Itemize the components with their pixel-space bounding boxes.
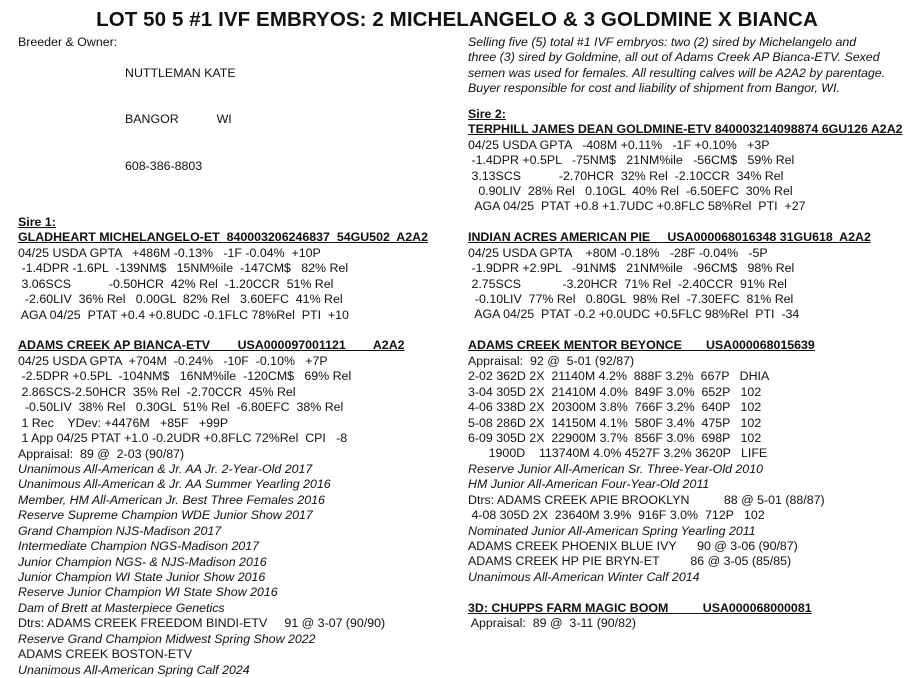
granddam-dtr3-honor: Unanimous All-American Winter Calf 2014 xyxy=(468,569,700,584)
granddam-dtr3: ADAMS CREEK HP PIE BRYN-ET 86 @ 3-05 (85/85) xyxy=(468,554,792,569)
sire1-line: -1.4DPR -1.6PL -139NM$ 15NM%ile -147CM$ 82% Rel xyxy=(18,261,349,276)
dam-name: ADAMS CREEK AP BIANCA-ETV USA000097001121 A2A2 xyxy=(18,338,405,353)
granddam-dtrs: Dtrs: ADAMS CREEK APIE BROOKLYN 88 @ 5-01 (88/87) xyxy=(468,492,825,507)
third-dam-appraisal: Appraisal: 89 @ 3-11 (90/82) xyxy=(468,616,637,631)
dam-line: 1 Rec YDev: +4476M +85F +99P xyxy=(18,415,229,430)
dam-line: 2.86SCS-2.50HCR 35% Rel -2.70CCR 45% Rel xyxy=(18,384,296,399)
dam-line: -0.50LIV 38% Rel 0.30GL 51% Rel -6.80EFC 38% Rel xyxy=(18,400,344,415)
granddam-dtr-record: 4-08 305D 2X 23640M 3.9% 916F 3.0% 712P 102 xyxy=(468,508,765,523)
dam-line: -2.5DPR +0.5PL -104NM$ 16NM%ile -120CM$ 69% Rel xyxy=(18,369,352,384)
dam-honor: Reserve Supreme Champion WDE Junior Show 2017 xyxy=(18,508,313,523)
granddam-record: 6-09 305D 2X 22900M 3.7% 856F 3.0% 698P 102 xyxy=(468,430,762,445)
dam-honor: Member, HM All-American Jr. Best Three Females 2016 xyxy=(18,492,325,507)
dam-dtr2-honor: Unanimous All-American Spring Calf 2024 xyxy=(18,662,250,677)
dam-appraisal: Appraisal: 89 @ 2-03 (90/87) xyxy=(18,446,185,461)
granddam-honor: HM Junior All-American Four-Year-Old 2011 xyxy=(468,477,710,492)
granddam-record: 4-06 338D 2X 20300M 3.8% 766F 3.2% 640P 102 xyxy=(468,400,762,415)
lot-description xyxy=(468,35,908,97)
dam-honor: Dam of Brett at Masterpiece Genetics xyxy=(18,600,225,615)
sire1-name: GLADHEART MICHELANGELO-ET 840003206246837 54GU502 A2A2 xyxy=(18,230,428,245)
granddam-record: 1900D 113740M 4.0% 4527F 3.2% 3620P LIFE xyxy=(468,446,768,461)
dam-dtr-honor: Reserve Grand Champion Midwest Spring Show 2022 xyxy=(18,631,316,646)
intro-line: Selling five (5) total #1 IVF embryos: two (2) sired by Michelangelo and xyxy=(468,35,857,49)
sire1-line: 3.06SCS -0.50HCR 42% Rel -1.20CCR 51% Rel xyxy=(18,276,334,291)
right-column xyxy=(468,35,908,632)
breeder-block xyxy=(18,35,458,205)
granddam-dtr-honor: Nominated Junior All-American Spring Yearling 2011 xyxy=(468,523,756,538)
dam-honor: Junior Champion WI State Junior Show 2016 xyxy=(18,570,266,584)
dam-honor: Intermediate Champion NGS-Madison 2017 xyxy=(18,539,260,554)
left-column xyxy=(18,35,458,678)
mgs-line: -0.10LIV 77% Rel 0.80GL 98% Rel -7.30EFC 81% Rel xyxy=(468,292,794,306)
dam-honor: Reserve Junior Champion WI State Show 2016 xyxy=(18,585,278,600)
intro-line: three (3) sired by Goldmine, all out of Adams Creek AP Bianca-ETV. Sexed xyxy=(468,50,880,65)
sire2-line: -1.4DPR +0.5PL -75NM$ 21NM%ile -56CM$ 59% Rel xyxy=(468,153,795,168)
breeder-name: NUTTLEMAN KATE xyxy=(125,65,236,80)
sire2-label: Sire 2: xyxy=(468,106,506,121)
sire1-line: AGA 04/25 PTAT +0.4 +0.8UDC -0.1FLC 78%Rel PTI +10 xyxy=(18,307,349,322)
sire2-line: AGA 04/25 PTAT +0.8 +1.7UDC +0.8FLC 58%Rel PTI +27 xyxy=(468,199,806,214)
dam-line: 04/25 USDA GPTA +704M -0.24% -10F -0.10% +7P xyxy=(18,353,328,368)
granddam-appraisal: Appraisal: 92 @ 5-01 (92/87) xyxy=(468,353,635,368)
dam-honor: Junior Champion NGS- & NJS-Madison 2016 xyxy=(18,554,267,569)
dam-dtrs: Dtrs: ADAMS CREEK FREEDOM BINDI-ETV 91 @ 3-07 (90/90) xyxy=(18,616,386,631)
mgs-line: 2.75SCS -3.20HCR 71% Rel -2.40CCR 91% Rel xyxy=(468,276,787,291)
mgs-line: -1.9DPR +2.9PL -91NM$ 21NM%ile -96CM$ 98% Rel xyxy=(468,261,795,276)
intro-line: semen was used for females. All resulting calves will be A2A2 by parentage. xyxy=(468,65,886,80)
dam-honor: Unanimous All-American & Jr. AA Summer Yearling 2016 xyxy=(18,477,331,492)
sire2-line: 0.90LIV 28% Rel 0.10GL 40% Rel -6.50EFC 30% Rel xyxy=(468,183,793,198)
granddam-name: ADAMS CREEK MENTOR BEYONCE USA000068015639 xyxy=(468,338,815,353)
dam-honor: Grand Champion NJS-Madison 2017 xyxy=(18,523,222,538)
dam-line: 1 App 04/25 PTAT +1.0 -0.2UDR +0.8FLC 72%Rel CPI -8 xyxy=(18,431,348,446)
mgs-line: 04/25 USDA GPTA +80M -0.18% -28F -0.04% -5P xyxy=(468,245,768,260)
intro-line: Buyer responsible for cost and liability of shipment from Bangor, WI. xyxy=(468,81,840,96)
mgs-line: AGA 04/25 PTAT -0.2 +0.0UDC +0.5FLC 98%Rel PTI -34 xyxy=(468,307,800,322)
granddam-honor: Reserve Junior All-American Sr. Three-Year-Old 2010 xyxy=(468,461,763,476)
sire1-line: 04/25 USDA GPTA +486M -0.13% -1F -0.04% +10P xyxy=(18,245,321,260)
sire1-label: Sire 1: xyxy=(18,214,56,229)
breeder-label: Breeder & Owner: xyxy=(18,35,118,49)
dam-honor: Unanimous All-American & Jr. AA Jr. 2-Year-Old 2017 xyxy=(18,461,313,476)
lot-title: LOT 50 5 #1 IVF EMBRYOS: 2 MICHELANGELO & 3 GOLDMINE X BIANCA xyxy=(96,8,818,31)
breeder-city: BANGOR WI xyxy=(125,112,232,127)
granddam-record: 5-08 286D 2X 14150M 4.1% 580F 3.4% 475P 102 xyxy=(468,415,762,430)
granddam-dtr2: ADAMS CREEK PHOENIX BLUE IVY 90 @ 3-06 (90/87) xyxy=(468,539,798,553)
breeder-values xyxy=(125,35,236,205)
granddam-record: 2-02 362D 2X 21140M 4.2% 888F 3.2% 667P DHIA xyxy=(468,369,770,384)
third-dam-name: 3D: CHUPPS FARM MAGIC BOOM USA000068000081 xyxy=(468,600,812,615)
granddam-record: 3-04 305D 2X 21410M 4.0% 849F 3.0% 652P 102 xyxy=(468,384,762,399)
sire2-name: TERPHILL JAMES DEAN GOLDMINE-ETV 840003214098874 6GU126 A2A2 xyxy=(468,122,903,137)
dam-dtr2: ADAMS CREEK BOSTON-ETV xyxy=(18,647,192,662)
mgs-name: INDIAN ACRES AMERICAN PIE USA000068016348 31GU618 A2A2 xyxy=(468,230,871,245)
sire1-line: -2.60LIV 36% Rel 0.00GL 82% Rel 3.60EFC 41% Rel xyxy=(18,292,343,307)
sire2-line: 3.13SCS -2.70HCR 32% Rel -2.10CCR 34% Rel xyxy=(468,168,784,183)
sire2-line: 04/25 USDA GPTA -408M +0.11% -1F +0.10% +3P xyxy=(468,137,770,152)
breeder-phone: 608-386-8803 xyxy=(125,158,203,173)
